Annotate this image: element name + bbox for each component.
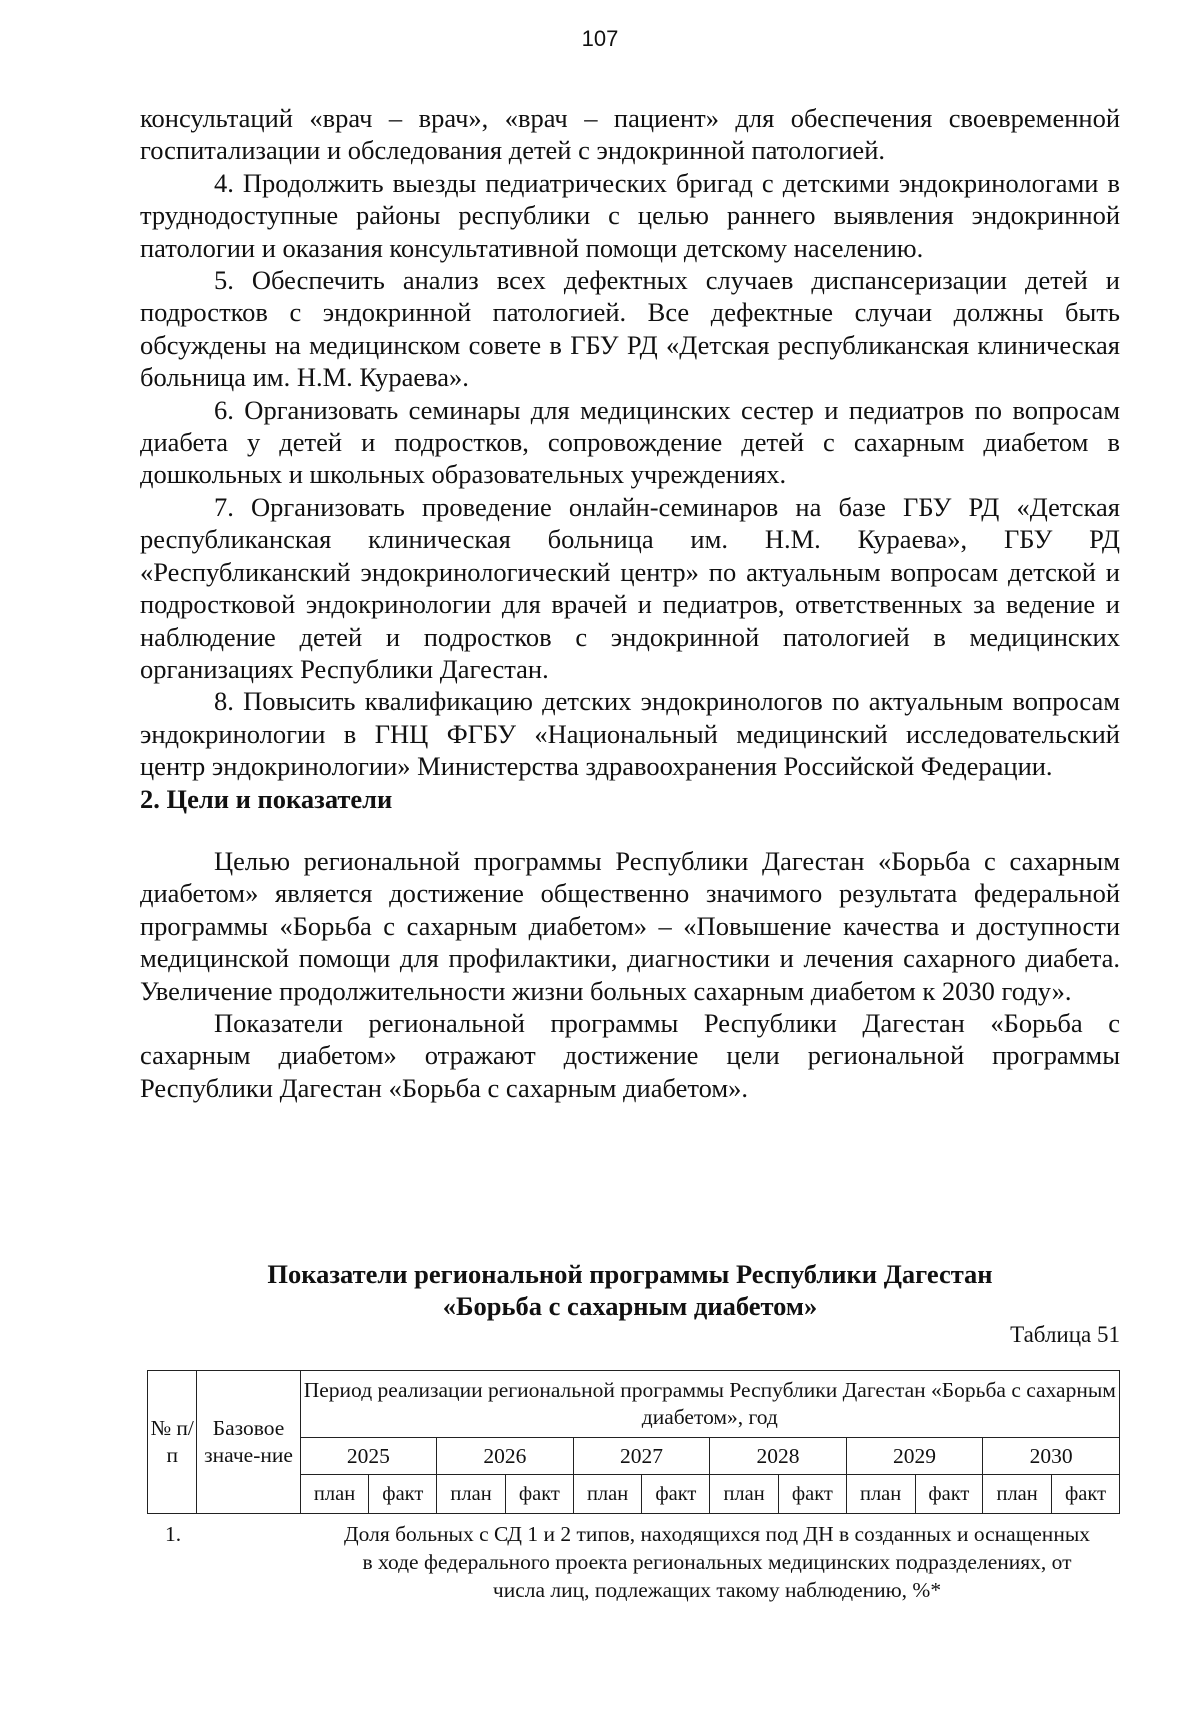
header-year: 2027 [573,1438,710,1475]
header-plan: план [300,1475,369,1514]
header-plan: план [846,1475,915,1514]
header-fact: факт [779,1475,847,1514]
paragraph: 8. Повысить квалификацию детских эндокринологов по актуальным вопросам эндокринологии в ГНЦ ФГБУ «Национальный медицинский исследовательский центр эндокринологии» Министерства здравоохранения Российской Федерации. [140,686,1120,782]
header-num: № п/п [148,1371,197,1514]
paragraph: Показатели региональной программы Республики Дагестан «Борьба с сахарным диабетом» отражают достижение цели региональной программы Республики Дагестан «Борьба с сахарным диабетом». [140,1007,1120,1103]
header-period: Период реализации региональной программы Республики Дагестан «Борьба с сахарным диабетом», год [300,1371,1119,1438]
paragraph: Целью региональной программы Республики Дагестан «Борьба с сахарным диабетом» является достижение общественно значимого результата федеральной программы «Борьба с сахарным диабетом» – «Повышение качества и доступности медицинской помощи для профилактики, диагностики и лечения сахарного диабета. Увеличение продолжительности жизни больных сахарным диабетом к 2030 году». [140,845,1120,1006]
header-plan: план [710,1475,779,1514]
paragraph: 4. Продолжить выезды педиатрических бригад с детскими эндокринологами в труднодоступные районы республики с целью раннего выявления эндокринной патологии и оказания консультативной помощи детскому населению. [140,167,1120,263]
page-number: 107 [581,26,619,51]
section-heading: 2. Цели и показатели [140,783,393,814]
header-year: 2029 [846,1438,983,1475]
row-number: 1. [165,1522,182,1546]
header-base-value: Базовое значе-ние [197,1371,300,1514]
header-year: 2026 [437,1438,574,1475]
row-description: Доля больных с СД 1 и 2 типов, находящихся под ДН в созданных и оснащенных в ходе федерального проекта региональных медицинских подразделениях, от числа лиц, подлежащих такому наблюдению, %* [343,1522,1091,1602]
paragraph: 7. Организовать проведение онлайн-семинаров на базе ГБУ РД «Детская республиканская клиническая больница им. Н.М. Кураева», ГБУ РД «Республиканский эндокринологический центр» по актуальным вопросам детской и подростковой эндокринологии для врачей и педиатров, ответственных за ведение и наблюдение детей и подростков с эндокринной патологией в медицинских организациях Республики Дагестан. [140,491,1120,684]
header-fact: факт [369,1475,437,1514]
header-year: 2025 [300,1438,437,1475]
body-text [140,102,1120,1104]
header-fact: факт [1052,1475,1120,1514]
table-caption: Таблица 51 [1010,1322,1120,1347]
paragraph: консультаций «врач – врач», «врач – пациент» для обеспечения своевременной госпитализации и обследования детей с эндокринной патологией. [140,103,1120,166]
table-title [140,1258,1120,1322]
header-fact: факт [915,1475,983,1514]
spacer [140,815,1120,845]
header-fact: факт [642,1475,710,1514]
header-plan: план [437,1475,506,1514]
header-plan: план [983,1475,1052,1514]
table-title-line: Показатели региональной программы Республики Дагестан [267,1259,993,1289]
header-year: 2028 [710,1438,847,1475]
header-year: 2030 [983,1438,1120,1475]
table-title-line: «Борьба с сахарным диабетом» [442,1291,818,1321]
header-plan: план [573,1475,642,1514]
paragraph: 5. Обеспечить анализ всех дефектных случаев диспансеризации детей и подростков с эндокринной патологией. Все дефектные случаи должны быть обсуждены на медицинском совете в ГБУ РД «Детская республиканская клиническая больница им. Н.М. Кураева». [140,265,1120,393]
indicators-table [147,1370,1120,1514]
paragraph: 6. Организовать семинары для медицинских сестер и педиатров по вопросам диабета у детей и подростков, сопровождение детей с сахарным диабетом в дошкольных и школьных образовательных учреждениях. [140,394,1120,490]
header-fact: факт [505,1475,573,1514]
